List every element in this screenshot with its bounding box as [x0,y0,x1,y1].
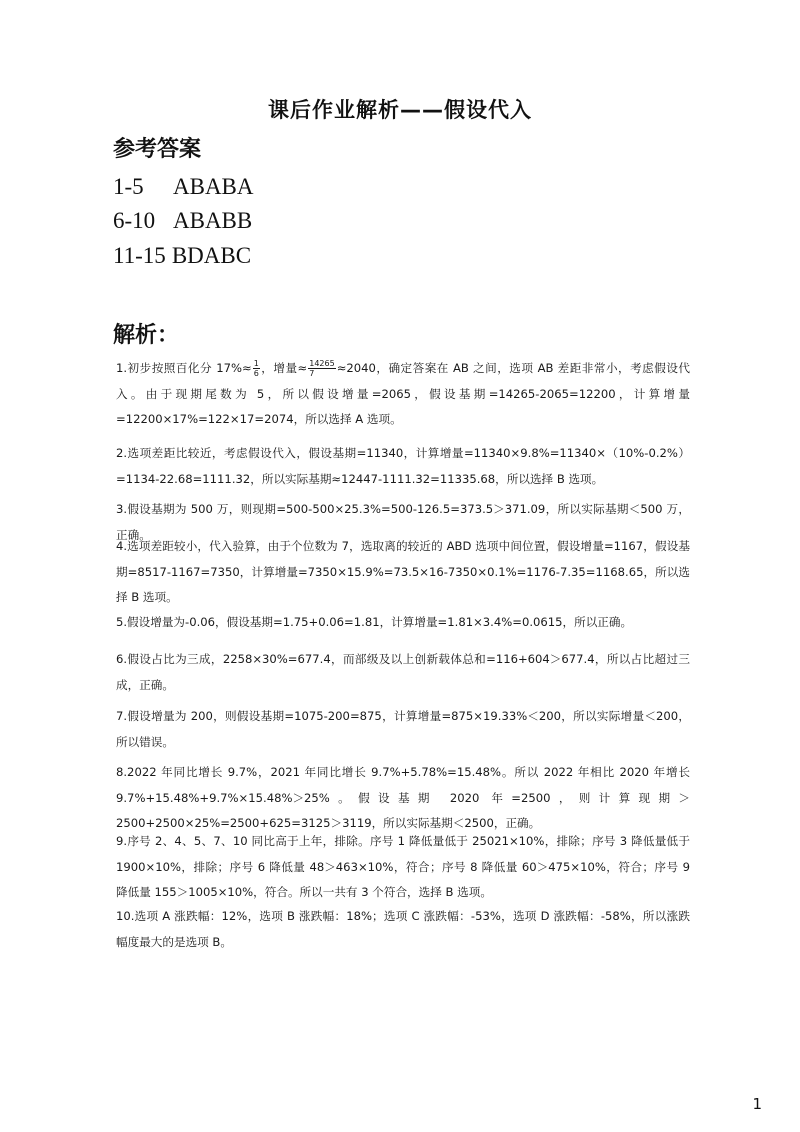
analysis-paragraph-8: 8.2022 年同比增长 9.7%，2021 年同比增长 9.7%+5.78%=15.48%。所以 2022 年相比 2020 年增长 9.7%+15.48%+9.7%×15.48%＞25%。假设基期 2020 年=2500，则计算现期＞2500+2500×25%=2500+625=3125＞3119，所以实际基期＜2500，正确。 [116,765,690,830]
answer-letters: ABABA [173,174,254,199]
answer-row [113,243,251,269]
page-number: 1 [752,1095,762,1113]
p1-text-a: 1.初步按照百化分 17%≈ [116,361,252,375]
answer-row [113,174,254,200]
analysis-paragraph-3: 3.假设基期为 500 万，则现期=500-500×25.3%=500-126.5=373.5＞371.09，所以实际基期＜500 万，正确。 [116,502,690,542]
answers-heading: 参考答案 [113,137,202,162]
fraction-denominator: 7 [309,369,315,378]
answer-row [113,208,252,234]
answer-letters: BDABC [171,243,252,268]
analysis-paragraph-5: 5.假设增量为-0.06，假设基期=1.75+0.06=1.81，计算增量=1.81×3.4%=0.0615，所以正确。 [116,615,633,629]
answer-letters: ABABB [173,208,253,233]
fraction-denominator: 6 [253,369,259,378]
answer-range: 6-10 [113,208,156,233]
fraction-14265-over-7 [308,359,335,378]
analysis-heading: 解析： [113,323,180,348]
p1-text-b: ，增量≈ [260,361,308,375]
analysis-paragraph-7: 7.假设增量为 200，则假设基期=1075-200=875，计算增量=875×19.33%＜200，所以实际增量＜200，所以错误。 [116,709,690,749]
analysis-paragraph-10: 10.选项 A 涨跌幅：12%，选项 B 涨跌幅：18%；选项 C 涨跌幅：-53%，选项 D 涨跌幅：-58%，所以涨跌幅度最大的是选项 B。 [116,909,690,949]
document-title: 课后作业解析——假设代入 [268,98,532,122]
analysis-paragraph-1 [116,356,690,433]
answer-range: 11-15 [113,243,166,268]
analysis-paragraph-2: 2.选项差距比较近，考虑假设代入，假设基期=11340，计算增量=11340×9.8%=11340×（10%-0.2%）=1134-22.68=1111.32，所以实际基期≈12447-1111.32=11335.68，所以选择 B 选项。 [116,446,690,486]
analysis-paragraph-6: 6.假设占比为三成，2258×30%=677.4，而部级及以上创新载体总和=116+604＞677.4，所以占比超过三成，正确。 [116,652,690,692]
p1-text-c: ≈2040，确定答案在 AB 之间，选项 AB 差距非常小，考虑假设代入。由于现期尾数为 5，所以假设增量=2065，假设基期=14265-2065=12200，计算增量=12200×17%=122×17=2074，所以选择 A 选项。 [116,361,690,426]
fraction-one-sixth [253,359,260,378]
analysis-paragraph-4: 4.选项差距较小，代入验算，由于个位数为 7，选取离的较近的 ABD 选项中间位置，假设增量=1167，假设基期=8517-1167=7350，计算增量=7350×15.9%=73.5×16-7350×0.1%=1176-7.35=1168.65，所以选择 B 选项。 [116,539,690,604]
answer-range: 1-5 [113,174,144,199]
analysis-paragraph-9: 9.序号 2、4、5、7、10 同比高于上年，排除。序号 1 降低量低于 25021×10%，排除；序号 3 降低量低于 1900×10%，排除；序号 6 降低量 48＞463×10%，符合；序号 8 降低量 60＞475×10%，符合；序号 9 降低量 155＞1005×10%，符合。所以一共有 3 个符合，选择 B 选项。 [116,834,690,899]
fraction-numerator: 1 [253,359,259,368]
fraction-numerator: 14265 [309,359,335,368]
